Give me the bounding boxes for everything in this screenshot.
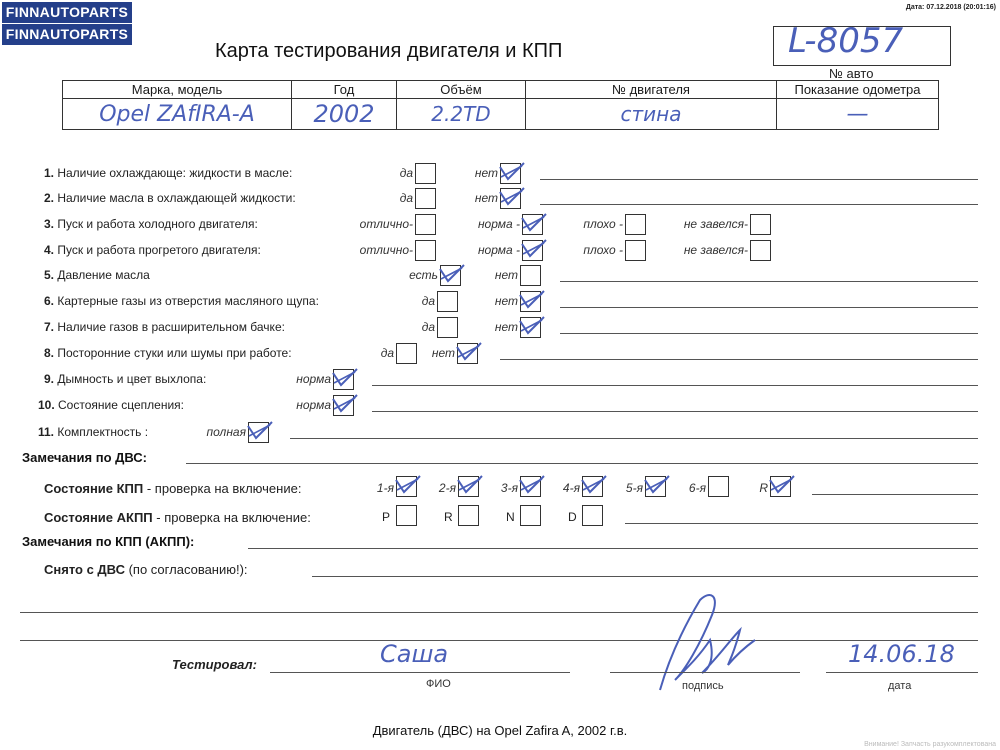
option-label: норма <box>296 372 331 386</box>
option-label: нет <box>494 320 518 334</box>
mode-label: R <box>444 510 453 524</box>
gear-label: 1-я <box>376 481 394 495</box>
answer-line <box>560 333 978 334</box>
gear-checkbox[interactable] <box>458 476 479 497</box>
answer-line <box>540 204 978 205</box>
option-label: не завелся- <box>683 217 748 231</box>
checkbox[interactable] <box>522 240 543 261</box>
option-label: нет <box>431 346 455 360</box>
col-year: Год <box>292 81 397 99</box>
mode-checkbox[interactable] <box>582 505 603 526</box>
option-label: отлично- <box>359 243 413 257</box>
checkbox[interactable] <box>415 163 436 184</box>
option-label: не завелся- <box>683 243 748 257</box>
option-label: полная <box>206 425 246 439</box>
date-line <box>826 672 978 673</box>
option-label: да <box>421 294 435 308</box>
gear-checkbox[interactable] <box>582 476 603 497</box>
signed-date: 14.06.18 <box>848 640 955 668</box>
col-odometer: Показание одометра <box>777 81 939 99</box>
cell-year: 2002 <box>292 99 397 130</box>
gear-label: 4-я <box>562 481 580 495</box>
logo-secondary: FINNAUTOPARTS <box>2 24 132 45</box>
mode-checkbox[interactable] <box>396 505 417 526</box>
option-label: нет <box>474 166 498 180</box>
answer-line <box>290 438 978 439</box>
option-label: да <box>380 346 394 360</box>
gear-label: 5-я <box>625 481 643 495</box>
gear-label: 3-я <box>500 481 518 495</box>
checkbox[interactable] <box>415 214 436 235</box>
checkbox[interactable] <box>520 291 541 312</box>
akpp-row-label: Состояние АКПП - проверка на включение: <box>44 510 311 525</box>
mode-label: P <box>382 510 391 524</box>
checklist-row-label: 3. Пуск и работа холодного двигателя: <box>44 217 258 231</box>
image-caption: Двигатель (ДВС) на Opel Zafira A, 2002 г.в. <box>372 723 628 738</box>
checkbox[interactable] <box>415 188 436 209</box>
signature-line <box>610 672 800 673</box>
option-label: плохо - <box>583 243 623 257</box>
gear-checkbox[interactable] <box>708 476 729 497</box>
checklist-row-label: 9. Дымность и цвет выхлопа: <box>44 372 207 386</box>
option-label: плохо - <box>583 217 623 231</box>
akpp-line <box>625 523 978 524</box>
checkbox[interactable] <box>520 265 541 286</box>
answer-line <box>372 385 978 386</box>
option-label: есть <box>409 268 438 282</box>
option-label: нет <box>474 191 498 205</box>
gear-label: 2-я <box>438 481 456 495</box>
checklist-row-label: 10. Состояние сцепления: <box>38 398 184 412</box>
kpp-remarks-label: Замечания по КПП (АКПП): <box>22 534 195 549</box>
col-model: Марка, модель <box>63 81 292 99</box>
tested-label: Тестировал: <box>172 657 257 672</box>
checkbox[interactable] <box>500 163 521 184</box>
cell-odometer: — <box>777 99 939 130</box>
option-label: да <box>421 320 435 334</box>
tester-name: Саша <box>380 640 449 668</box>
answer-line <box>560 281 978 282</box>
answer-line <box>500 359 978 360</box>
watermark: Внимание! Запчасть разукомплектована <box>864 741 996 748</box>
answer-line <box>540 179 978 180</box>
checkbox[interactable] <box>415 240 436 261</box>
mode-label: N <box>506 510 515 524</box>
checklist-row-label: 11. Комплектность : <box>38 425 149 439</box>
removed-label: Снято с ДВС (по согласованию!): <box>44 562 248 577</box>
checklist-row-label: 2. Наличие масла в охлаждающей жидкости: <box>44 191 296 205</box>
checkbox[interactable] <box>248 422 269 443</box>
option-label: нет <box>494 294 518 308</box>
option-label: отлично- <box>359 217 413 231</box>
checkbox[interactable] <box>750 214 771 235</box>
option-label: да <box>399 191 413 205</box>
print-date: Дата: 07.12.2018 (20:01:16) <box>905 4 996 11</box>
checkbox[interactable] <box>625 240 646 261</box>
checkbox[interactable] <box>520 317 541 338</box>
checkbox[interactable] <box>457 343 478 364</box>
col-volume: Объём <box>397 81 526 99</box>
checkbox[interactable] <box>625 214 646 235</box>
answer-line <box>560 307 978 308</box>
vehicle-table <box>62 80 939 130</box>
removed-line <box>312 576 978 577</box>
answer-line <box>372 411 978 412</box>
cell-model: Opel ZAfIRA-A <box>63 99 292 130</box>
engine-remarks-line <box>186 463 978 464</box>
gear-label: R <box>759 481 768 495</box>
page-title: Карта тестирования двигателя и КПП <box>215 40 563 62</box>
option-label: нет <box>494 268 518 282</box>
mode-checkbox[interactable] <box>520 505 541 526</box>
checkbox[interactable] <box>500 188 521 209</box>
gear-checkbox[interactable] <box>396 476 417 497</box>
col-engine-no: № двигателя <box>526 81 777 99</box>
blank-line-2 <box>20 640 978 641</box>
checklist-row-label: 6. Картерные газы из отверстия масляного щупа: <box>44 294 319 308</box>
checklist-row-label: 1. Наличие охлаждающе: жидкости в масле: <box>44 166 293 180</box>
checkbox[interactable] <box>333 369 354 390</box>
stock-number: L-8057 <box>788 21 904 61</box>
name-line <box>270 672 570 673</box>
logo: FINNAUTOPARTS <box>2 2 132 23</box>
cell-engine-no: стина <box>526 99 777 130</box>
date-caption: дата <box>888 680 912 692</box>
gear-checkbox[interactable] <box>770 476 791 497</box>
option-label: норма - <box>477 243 520 257</box>
kpp-remarks-line <box>248 548 978 549</box>
gear-checkbox[interactable] <box>520 476 541 497</box>
option-label: норма - <box>477 217 520 231</box>
kpp-line <box>812 494 978 495</box>
kpp-row-label: Состояние КПП - проверка на включение: <box>44 481 302 496</box>
gear-checkbox[interactable] <box>645 476 666 497</box>
checklist-row-label: 4. Пуск и работа прогретого двигателя: <box>44 243 261 257</box>
engine-remarks-label: Замечания по ДВС: <box>22 450 147 465</box>
checkbox[interactable] <box>522 214 543 235</box>
mode-label: D <box>568 510 577 524</box>
checklist-row-label: 8. Посторонние стуки или шумы при работе: <box>44 346 292 360</box>
checklist-row-label: 5. Давление масла <box>44 268 150 282</box>
stock-number-box <box>773 21 951 66</box>
checkbox[interactable] <box>333 395 354 416</box>
auto-number-label: № авто <box>829 66 874 81</box>
checkbox[interactable] <box>750 240 771 261</box>
blank-line-1 <box>20 612 978 613</box>
gear-label: 6-я <box>688 481 706 495</box>
option-label: да <box>399 166 413 180</box>
cell-volume: 2.2TD <box>397 99 526 130</box>
option-label: норма <box>296 398 331 412</box>
checklist-row-label: 7. Наличие газов в расширительном бачке: <box>44 320 285 334</box>
mode-checkbox[interactable] <box>458 505 479 526</box>
name-caption: ФИО <box>426 678 451 690</box>
signature-caption: подпись <box>682 680 724 692</box>
